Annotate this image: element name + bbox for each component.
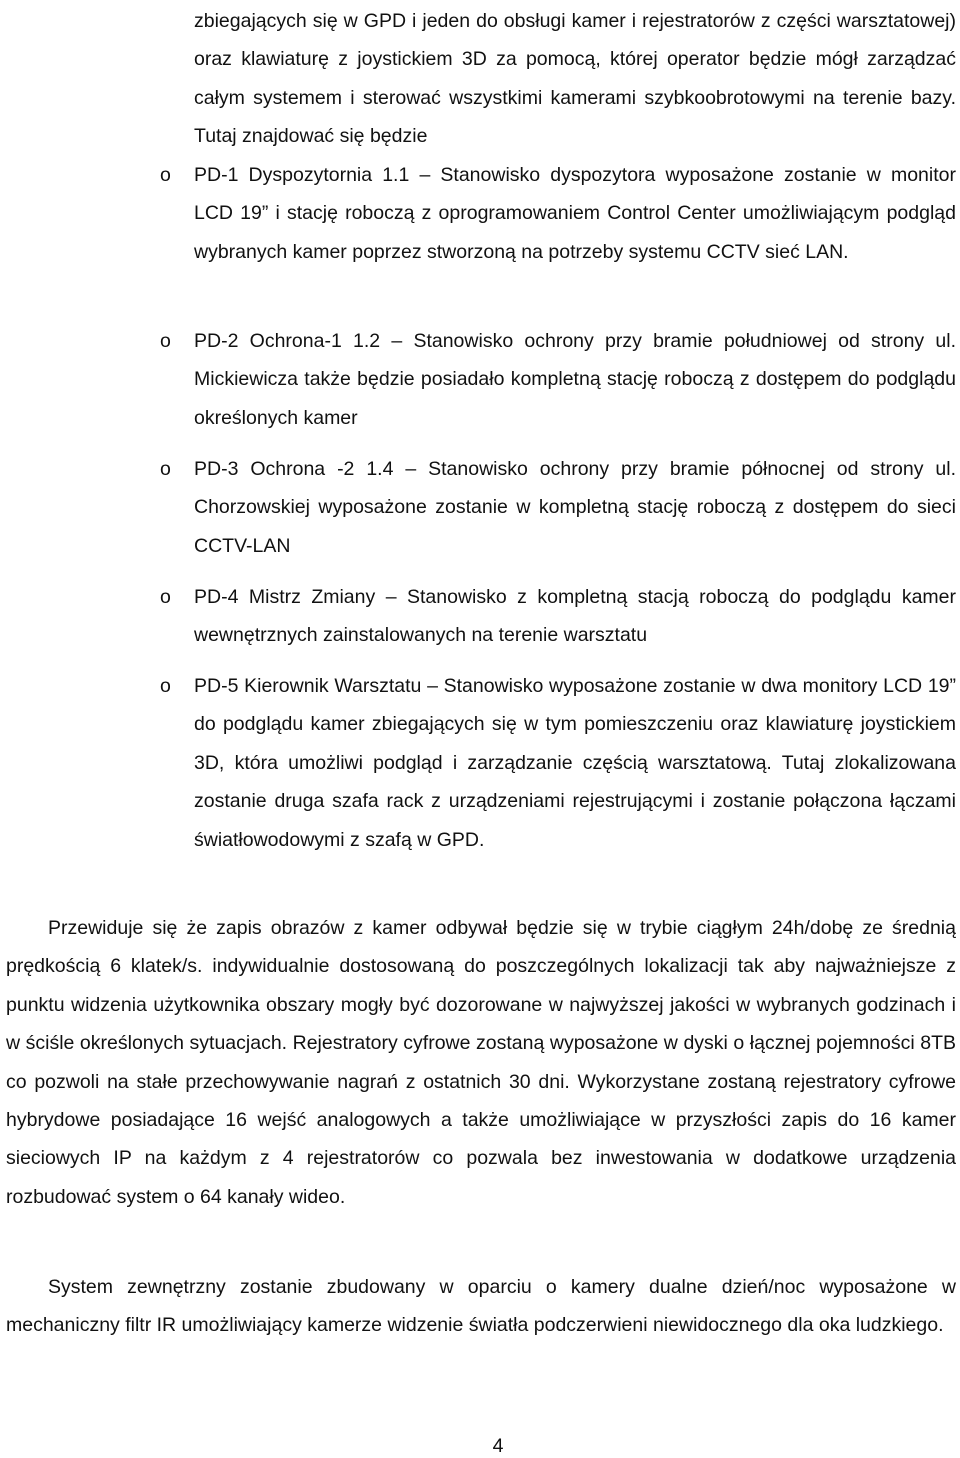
bullet-marker: o (160, 458, 171, 480)
list-item-text: PD-5 Kierownik Warsztatu – Stanowisko wyposażone zostanie w dwa monitory LCD 19” do podglądu kamer zbiegających się w tym pomieszczeniu oraz klawiaturę joystickiem 3D, która umożliwi podgląd i zarządzanie częścią warsztatową. Tutaj zlokalizowana zostanie druga szafa rack z urządzeniami rejestrującymi i zostanie połączona łączami światłowodowymi z szafą w GPD. (194, 675, 956, 851)
list-item-text: PD-3 Ochrona -2 1.4 – Stanowisko ochrony przy bramie północnej od strony ul. Chorzowskiej wyposażone zostanie w kompletną stację roboczą z dostępem do sieci CCTV-LAN (194, 458, 956, 557)
bullet-marker: o (160, 675, 171, 697)
body-paragraph (6, 909, 956, 1216)
bullet-marker: o (160, 330, 171, 352)
list-item-text: PD-1 Dyspozytornia 1.1 – Stanowisko dyspozytora wyposażone zostanie w monitor LCD 19” i stację roboczą z oprogramowaniem Control Center umożliwiającym podgląd wybranych kamer poprzez stworzoną na potrzeby systemu CCTV sieć LAN. (194, 164, 956, 263)
paragraph-text: Przewiduje się że zapis obrazów z kamer odbywał będzie się w trybie ciągłym 24h/dobę ze średnią prędkością 6 klatek/s. indywidualnie dostosowaną do poszczególnych lokalizacji tak aby najważniejsze z punktu widzenia użytkownika obszary mogły być dozorowane w najwyższej jakości w wybranych godzinach i w ściśle określonych sytuacjach. Rejestratory cyfrowe zostaną wyposażone w dyski o łącznej pojemności 8TB co pozwoli na stałe przechowywanie nagrań z ostatnich 30 dni. Wykorzystane zostaną rejestratory cyfrowe hybrydowe posiadające 16 wejść analogowych a także umożliwiające w przyszłości zapis do 16 kamer sieciowych IP na każdym z 4 rejestratorów co pozwala bez inwestowania w dodatkowe urządzenia rozbudować system o 64 kanały wideo. (6, 917, 956, 1208)
list-item (160, 156, 956, 271)
bullet-marker: o (160, 586, 171, 608)
list-item (160, 578, 956, 655)
list-item (160, 667, 956, 859)
body-paragraph (6, 1268, 956, 1345)
list-item (160, 322, 956, 437)
list-item (160, 450, 956, 565)
paragraph-text: System zewnętrzny zostanie zbudowany w oparciu o kamery dualne dzień/noc wyposażone w mechaniczny filtr IR umożliwiający kamerze widzenie światła podczerwieni niewidocznego dla oka ludzkiego. (6, 1276, 956, 1337)
list-item-text: PD-2 Ochrona-1 1.2 – Stanowisko ochrony przy bramie południowej od strony ul. Mickiewicza także będzie posiadało kompletną stację roboczą z dostępem do podglądu określonych kamer (194, 330, 956, 429)
page-number: 4 (492, 1435, 504, 1457)
list-item-text: PD-4 Mistrz Zmiany – Stanowisko z kompletną stacją roboczą do podglądu kamer wewnętrznych zainstalowanych na terenie warsztatu (194, 586, 956, 647)
continuation-paragraph: zbiegających się w GPD i jeden do obsługi kamer i rejestratorów z części warsztatowej) oraz klawiaturę z joystickiem 3D za pomocą, której operator będzie mógł zarządzać całym systemem i sterować wszystkimi kamerami szybkoobrotowymi na terenie bazy. Tutaj znajdować się będzie (194, 10, 956, 148)
bullet-marker: o (160, 164, 171, 186)
